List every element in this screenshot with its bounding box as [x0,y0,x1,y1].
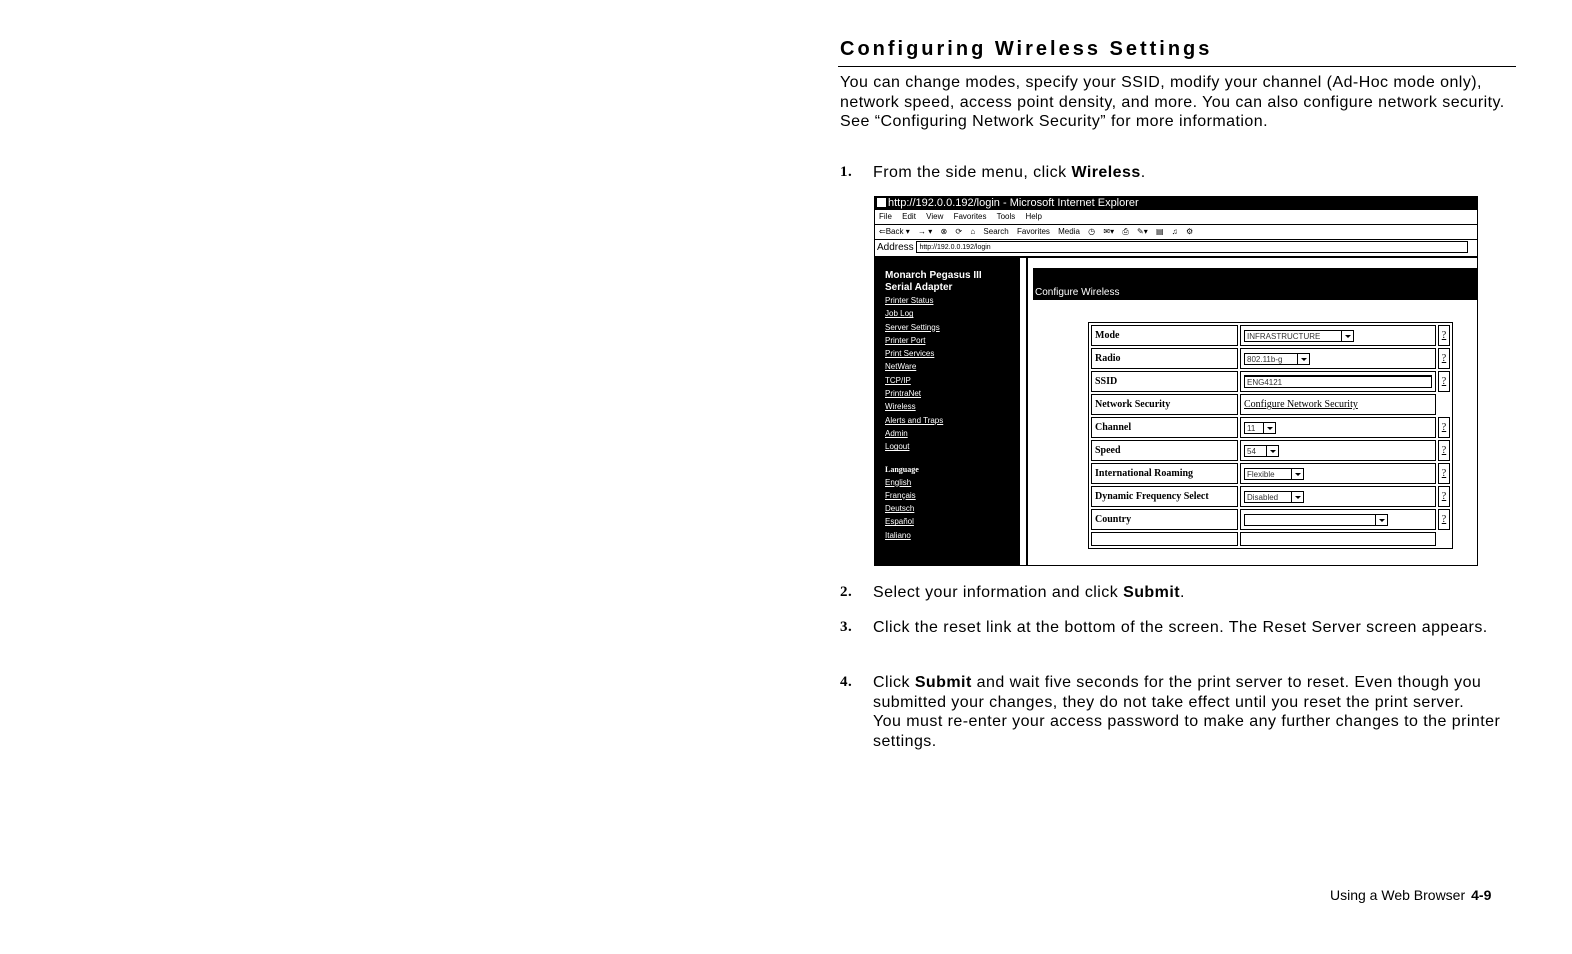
country-label: Country [1091,509,1238,530]
language-english[interactable]: English [885,477,912,487]
chevron-down-icon [1297,354,1309,364]
mode-label: Mode [1091,325,1238,346]
submit-emphasis: Submit [1123,584,1180,601]
table-row [1091,440,1450,461]
mode-help-link[interactable]: ? [1438,325,1450,346]
address-label: Address [877,242,914,253]
title-divider [838,66,1516,67]
address-input[interactable]: http://192.0.0.192/login [916,241,1468,253]
intro-paragraph: You can change modes, specify your SSID, modify your channel (Ad-Hoc mode only), network speed, access point density, and more. You can also configure network security. See “Configuring Network Security” for more information. [840,74,1505,131]
table-row [1091,417,1450,438]
step-4-note: You must re-enter your access password to make any further changes to the printer settings. [873,713,1501,751]
footer-section: Using a Web Browser [1330,887,1466,903]
menu-help[interactable]: Help [1025,212,1042,221]
table-row [1091,325,1450,346]
roaming-help-link[interactable]: ? [1438,463,1450,484]
sidebar-item-netware[interactable]: NetWare [885,362,917,372]
messenger-icon[interactable]: ♫ [1171,227,1178,236]
menu-edit[interactable]: Edit [902,212,916,221]
speed-help-link[interactable]: ? [1438,440,1450,461]
channel-select[interactable]: 11 [1244,422,1276,434]
sidebar-item-admin[interactable]: Admin [885,428,908,438]
favorites-button[interactable]: Favorites [1017,227,1050,236]
table-row [1091,371,1450,392]
forward-button[interactable]: → ▾ [917,227,933,236]
dfs-label: Dynamic Frequency Select [1091,486,1238,507]
step-number: 2. [840,584,853,600]
language-espanol[interactable]: Español [885,517,914,527]
step-number: 1. [840,164,853,180]
document-column [840,0,1516,954]
sidebar-item-tcpip[interactable]: TCP/IP [885,375,911,385]
sidebar-item-printranet[interactable]: PrintraNet [885,389,922,399]
ie-icon [877,198,886,207]
step-3: 3. Click the reset link at the bottom of the screen. The Reset Server screen appears. [840,619,1488,636]
discuss-icon[interactable]: ▤ [1155,227,1164,236]
ssid-input[interactable]: ENG4121 [1244,375,1432,388]
mail-icon[interactable]: ✉▾ [1103,227,1115,236]
print-icon[interactable]: ⎙ [1122,227,1129,236]
edit-icon[interactable]: ✎▾ [1136,227,1148,236]
network-security-label: Network Security [1091,394,1238,415]
address-bar [875,240,1477,258]
browser-screenshot [874,196,1478,566]
sidebar-item-alerts[interactable]: Alerts and Traps [885,415,944,425]
chevron-down-icon [1263,423,1275,433]
refresh-icon[interactable]: ⟳ [955,227,963,236]
configure-wireless-header: Configure Wireless [1033,268,1477,300]
language-deutsch[interactable]: Deutsch [885,504,915,514]
radio-help-link[interactable]: ? [1438,348,1450,369]
menu-view[interactable]: View [926,212,944,221]
browser-menu-bar [875,210,1477,225]
table-row [1091,394,1450,415]
menu-tools[interactable]: Tools [996,212,1016,221]
radio-label: Radio [1091,348,1238,369]
browser-toolbar [875,225,1477,240]
roaming-select[interactable]: Flexible [1244,468,1304,480]
submit-emphasis: Submit [914,674,972,691]
table-row [1091,463,1450,484]
sidebar-item-wireless[interactable]: Wireless [885,402,916,412]
brand-line-1: Monarch Pegasus III [885,270,982,281]
media-button[interactable]: Media [1058,227,1080,236]
step-number: 4. [840,674,853,690]
home-icon[interactable]: ⌂ [970,227,976,236]
radio-select[interactable]: 802.11b-g [1244,353,1310,365]
mode-select[interactable]: INFRASTRUCTURE [1244,330,1354,342]
brand-line-2: Serial Adapter [885,282,953,293]
language-italiano[interactable]: Italiano [885,530,911,540]
search-button[interactable]: Search [983,227,1009,236]
browser-title-bar: http://192.0.0.192/login - Microsoft Internet Explorer [875,197,1477,210]
country-help-link[interactable]: ? [1438,509,1450,530]
country-select[interactable] [1244,514,1388,526]
wireless-emphasis: Wireless [1071,164,1141,181]
history-icon[interactable]: ◷ [1088,227,1096,236]
speed-select[interactable]: 54 [1244,445,1279,457]
back-button[interactable]: ⇐Back ▾ [879,227,910,236]
sidebar-item-logout[interactable]: Logout [885,442,910,452]
step-2: 2. Select your information and click Submit. [840,584,1185,601]
table-row [1091,348,1450,369]
chevron-down-icon [1341,331,1353,341]
page-title: Configuring Wireless Settings [840,38,1213,60]
settings-icon[interactable]: ⚙ [1185,227,1194,236]
wireless-settings-table [1088,322,1453,549]
ssid-help-link[interactable]: ? [1438,371,1450,392]
chevron-down-icon [1291,469,1303,479]
dfs-help-link[interactable]: ? [1438,486,1450,507]
chevron-down-icon [1266,446,1278,456]
frame-divider [1026,258,1028,565]
step-1: 1. From the side menu, click Wireless. [840,164,1146,181]
page-number: 4-9 [1471,887,1492,903]
channel-help-link[interactable]: ? [1438,417,1450,438]
configure-network-security-link[interactable]: Configure Network Security [1244,399,1358,410]
dfs-select[interactable]: Disabled [1244,491,1304,503]
sidebar-item-printer-status[interactable]: Printer Status [885,296,934,305]
stop-icon[interactable]: ⊗ [940,227,948,236]
table-row [1091,509,1450,530]
language-francais[interactable]: Français [885,490,916,500]
step-number: 3. [840,619,853,635]
menu-favorites[interactable]: Favorites [953,212,987,221]
side-menu [875,258,1023,565]
channel-label: Channel [1091,417,1238,438]
table-row [1091,486,1450,507]
speed-label: Speed [1091,440,1238,461]
menu-file[interactable]: File [879,212,892,221]
table-row [1091,532,1450,546]
main-frame [1033,258,1477,565]
step-4: 4. Click Submit and wait five seconds for the print server to reset. Even though you submitted your changes, they do not take effect until you reset the print server. You must re-enter your access password to make any further changes to the printer settings. [840,673,1516,752]
sidebar-item-server-settings[interactable]: Server Settings [885,322,940,332]
language-heading: Language [885,464,919,474]
chevron-down-icon [1291,492,1303,502]
browser-content [875,258,1477,565]
page-footer [1330,887,1491,903]
sidebar-item-printer-port[interactable]: Printer Port [885,335,926,345]
sidebar-item-job-log[interactable]: Job Log [885,309,914,319]
chevron-down-icon [1375,515,1387,525]
roaming-label: International Roaming [1091,463,1238,484]
sidebar-item-print-services[interactable]: Print Services [885,349,935,359]
ssid-label: SSID [1091,371,1238,392]
